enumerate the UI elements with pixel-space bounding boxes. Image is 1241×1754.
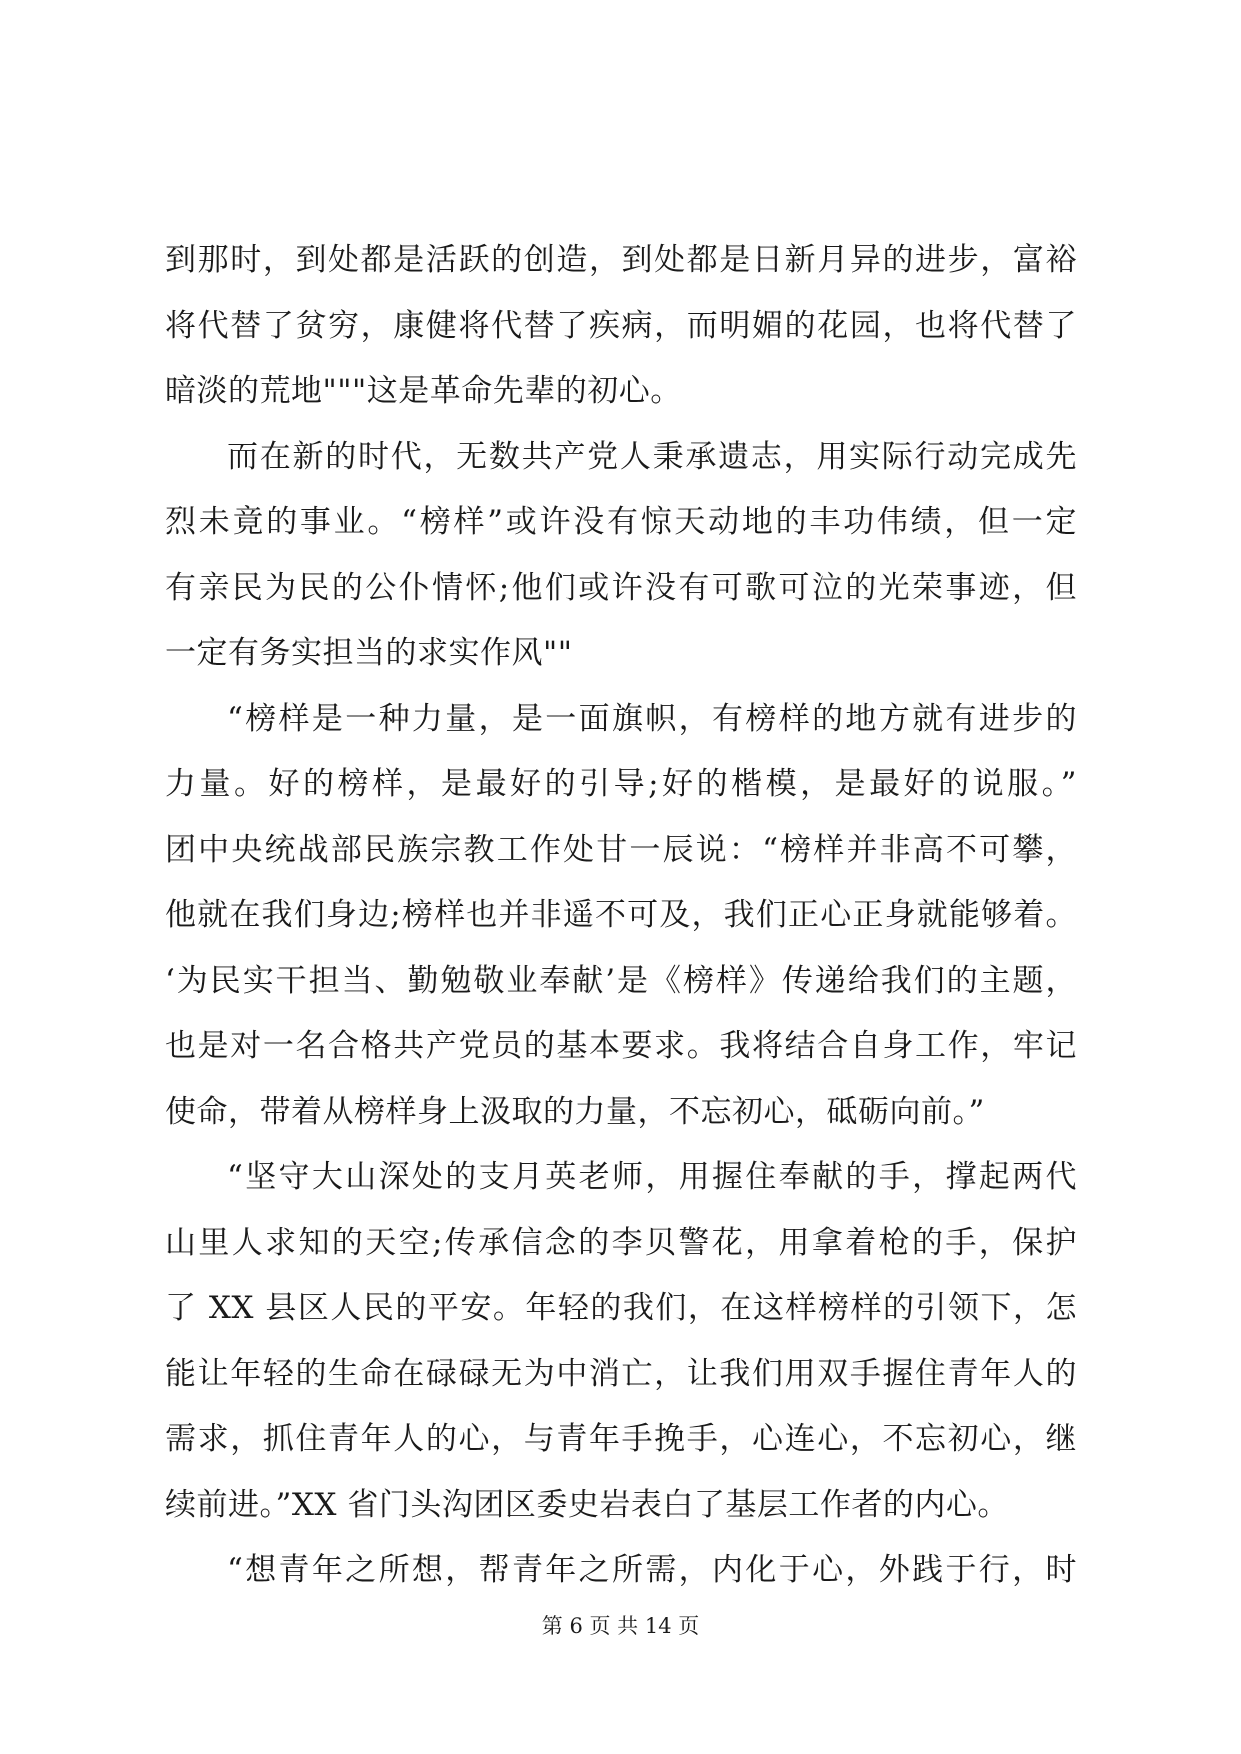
paragraph	[165, 687, 1077, 1146]
paragraph	[165, 1145, 1077, 1538]
text-line: 能让年轻的生命在碌碌无为中消亡，让我们用双手握住青年人的	[165, 1355, 1077, 1392]
text-line: 暗淡的荒地"""这是革命先辈的初心。	[165, 373, 682, 409]
text-line: “坚守大山深处的支月英老师，用握住奉献的手，撑起两代	[227, 1159, 1077, 1195]
text-line: 到那时，到处都是活跃的创造，到处都是日新月异的进步，富裕	[165, 242, 1077, 278]
text-line: 将代替了贫穷，康健将代替了疾病，而明媚的花园，也将代替了	[165, 307, 1077, 344]
text-line: “想青年之所想，帮青年之所需，内化于心，外践于行，时	[227, 1552, 1077, 1588]
text-line: 烈未竟的事业。“榜样”或许没有惊天动地的丰功伟绩，但一定	[165, 504, 1077, 540]
text-line: 使命，带着从榜样身上汲取的力量，不忘初心，砥砺向前。”	[165, 1093, 985, 1130]
text-line: 也是对一名合格共产党员的基本要求。我将结合自身工作，牢记	[165, 1028, 1077, 1064]
text-line: 续前进。”XX 省门头沟团区委史岩表白了基层工作者的内心。	[165, 1486, 1009, 1523]
page-footer	[0, 1610, 1241, 1640]
text-line: 力量。好的榜样，是最好的引导;好的楷模，是最好的说服。”	[165, 766, 1077, 802]
text-line: 了 XX 县区人民的平安。年轻的我们，在这样榜样的引领下，怎	[165, 1290, 1077, 1326]
paragraph	[165, 228, 1077, 425]
text-line: 有亲民为民的公仆情怀;他们或许没有可歌可泣的光荣事迹，但	[165, 569, 1077, 606]
text-line: 山里人求知的天空;传承信念的李贝警花，用拿着枪的手，保护	[165, 1224, 1077, 1261]
text-line: 一定有务实担当的求实作风""	[165, 635, 573, 671]
paragraph	[165, 1538, 1077, 1604]
paragraph	[165, 425, 1077, 687]
text-line: 而在新的时代，无数共产党人秉承遗志，用实际行动完成先	[227, 438, 1077, 475]
text-line: “榜样是一种力量，是一面旗帜，有榜样的地方就有进步的	[227, 700, 1077, 737]
page-number-label: 第 6 页 共 14 页	[541, 1614, 700, 1638]
text-line: 他就在我们身边;榜样也并非遥不可及，我们正心正身就能够着。	[165, 897, 1077, 933]
document-body	[165, 228, 1077, 1604]
text-line: 团中央统战部民族宗教工作处甘一辰说：“榜样并非高不可攀，	[165, 831, 1077, 868]
text-line: 需求，抓住青年人的心，与青年手挽手，心连心，不忘初心，继	[165, 1421, 1077, 1457]
text-line: ‘为民实干担当、勤勉敬业奉献’是《榜样》传递给我们的主题，	[165, 962, 1077, 999]
